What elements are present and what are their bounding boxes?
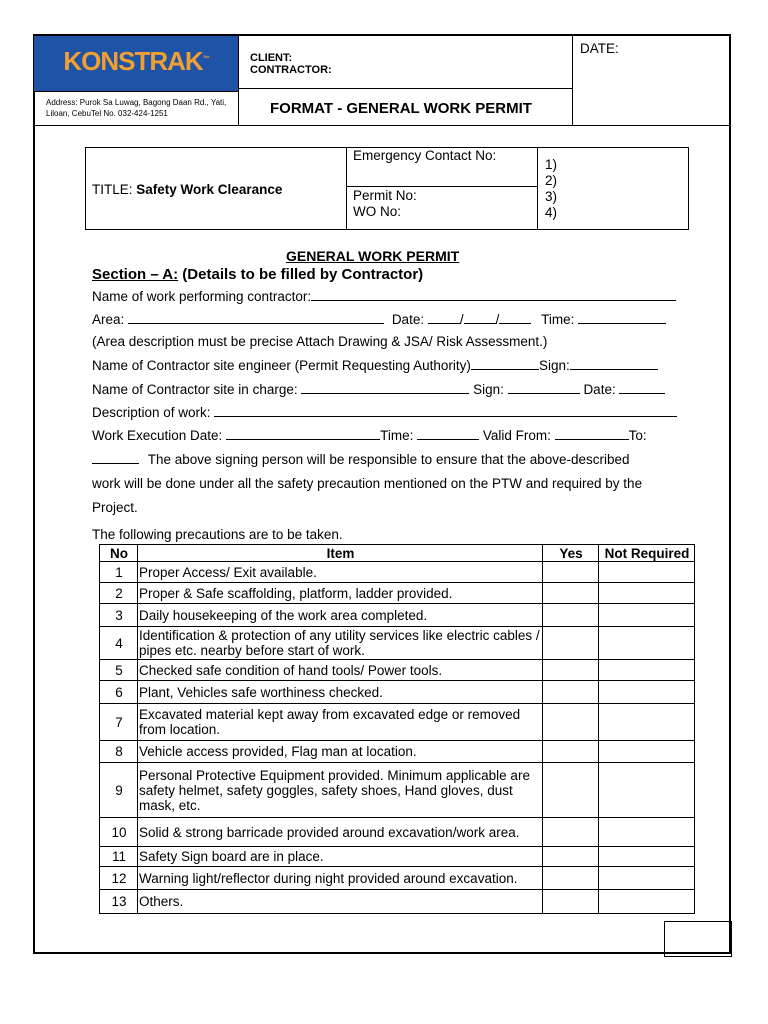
header-divider (238, 36, 239, 125)
yes-cell[interactable] (543, 818, 599, 847)
contact-item: 2) (545, 173, 558, 188)
wo-no-label: WO No: (353, 204, 402, 219)
description-row (92, 404, 677, 420)
exec-date-field[interactable] (226, 427, 380, 440)
row-item: Proper & Safe scaffolding, platform, ladder provided. (138, 583, 543, 604)
row-item: Solid & strong barricade provided around excavation/work area. (138, 818, 543, 847)
row-item: Plant, Vehicles safe worthiness checked. (138, 681, 543, 704)
not-required-cell[interactable] (599, 627, 695, 660)
contact-list (545, 157, 557, 221)
date-label: DATE: (580, 41, 619, 56)
table-row (100, 704, 695, 741)
table-row (100, 867, 695, 890)
address-line: Liloan, CebuTel No. 032-424-1251 (46, 109, 168, 118)
row-item: Daily housekeeping of the work area completed. (138, 604, 543, 627)
title-box-divider (537, 147, 538, 230)
yes-cell[interactable] (543, 763, 599, 818)
row-number: 10 (100, 818, 138, 847)
valid-from-label: Valid From: (482, 428, 551, 443)
title-label: TITLE: (92, 182, 133, 197)
row-item: Safety Sign board are in place. (138, 847, 543, 867)
not-required-cell[interactable] (599, 704, 695, 741)
form-title: FORMAT - GENERAL WORK PERMIT (270, 100, 532, 117)
row-number: 6 (100, 681, 138, 704)
responsibility-text: work will be done under all the safety precaution mentioned on the PTW and required by the (92, 476, 643, 491)
date-month-field[interactable] (464, 311, 496, 324)
to-label: To: (628, 428, 647, 443)
yes-cell[interactable] (543, 583, 599, 604)
client-label: CLIENT: (250, 52, 293, 64)
company-address (46, 97, 236, 119)
precautions-table (99, 544, 695, 914)
site-incharge-sign-field[interactable] (508, 381, 580, 394)
permit-no-label: Permit No: (353, 188, 417, 203)
responsibility-text: The above signing person will be responsible to ensure that the above-described (147, 452, 630, 467)
row-number: 5 (100, 660, 138, 681)
execution-row (92, 427, 647, 443)
table-row (100, 660, 695, 681)
section-desc: (Details to be filled by Contractor) (178, 266, 424, 283)
row-item: Warning light/reflector during night provided around excavation. (138, 867, 543, 890)
valid-to-field[interactable] (92, 451, 139, 464)
title-box-divider (346, 147, 347, 230)
responsibility-line (92, 451, 630, 467)
title-value: Safety Work Clearance (136, 182, 283, 197)
logo-text: KONSTRAK (63, 46, 203, 76)
contractor-name-field[interactable] (311, 288, 676, 301)
emergency-contact-label: Emergency Contact No: (353, 148, 497, 163)
contact-item: 1) (545, 157, 558, 172)
sign-label: Sign: (538, 358, 570, 373)
not-required-cell[interactable] (599, 890, 695, 914)
contact-item: 3) (545, 189, 558, 204)
not-required-cell[interactable] (599, 818, 695, 847)
date-label: Date: (391, 312, 425, 327)
address-line: Address: Purok Sa Luwag, Bagong Daan Rd., Yati, (46, 98, 227, 107)
yes-cell[interactable] (543, 847, 599, 867)
row-number: 4 (100, 627, 138, 660)
table-row (100, 741, 695, 763)
table-row (100, 627, 695, 660)
section-label: Section – A: (92, 266, 179, 283)
site-engineer-row (92, 357, 658, 373)
table-row (100, 604, 695, 627)
permit-heading: GENERAL WORK PERMIT (286, 248, 460, 264)
date-year-field[interactable] (499, 311, 531, 324)
contact-item: 4) (545, 205, 558, 220)
client-contractor-block (250, 52, 332, 76)
row-item: Personal Protective Equipment provided. Minimum applicable are safety helmet, safety goggles, safety shoes, Hand gloves, dust mask, etc. (138, 763, 543, 818)
table-row (100, 562, 695, 583)
area-field[interactable] (128, 311, 384, 324)
site-engineer-label: Name of Contractor site engineer (Permit Requesting Authority) (92, 358, 471, 373)
valid-from-field[interactable] (555, 427, 629, 440)
row-number: 8 (100, 741, 138, 763)
row-number: 7 (100, 704, 138, 741)
site-incharge-field[interactable] (301, 381, 469, 394)
title-field (92, 182, 282, 197)
yes-cell[interactable] (543, 867, 599, 890)
row-item: Checked safe condition of hand tools/ Power tools. (138, 660, 543, 681)
table-row (100, 763, 695, 818)
exec-date-label: Work Execution Date: (92, 428, 223, 443)
row-number: 9 (100, 763, 138, 818)
not-required-cell[interactable] (599, 583, 695, 604)
precautions-intro: The following precautions are to be taken. (92, 527, 343, 542)
time-label: Time: (380, 428, 414, 443)
logo-trademark: ™ (202, 55, 209, 63)
table-header-row (100, 545, 695, 562)
title-box-divider (346, 186, 537, 187)
yes-cell[interactable] (543, 681, 599, 704)
row-number: 1 (100, 562, 138, 583)
time-label: Time: (541, 312, 575, 327)
yes-cell[interactable] (543, 660, 599, 681)
table-row (100, 847, 695, 867)
area-note: (Area description must be precise Attach Drawing & JSA/ Risk Assessment.) (92, 334, 548, 349)
table-row (100, 890, 695, 914)
company-logo (34, 36, 238, 91)
yes-cell[interactable] (543, 627, 599, 660)
header-not-required: Not Required (599, 545, 695, 562)
site-engineer-sign-field[interactable] (570, 357, 658, 370)
not-required-cell[interactable] (599, 604, 695, 627)
row-item: Others. (138, 890, 543, 914)
header-bottom-line (34, 125, 730, 126)
header-item: Item (138, 545, 543, 562)
row-item: Vehicle access provided, Flag man at location. (138, 741, 543, 763)
yes-cell[interactable] (543, 890, 599, 914)
site-incharge-label: Name of Contractor site in charge: (92, 382, 298, 397)
header-divider (238, 88, 572, 89)
row-number: 2 (100, 583, 138, 604)
site-incharge-date-field[interactable] (619, 381, 665, 394)
responsibility-text: Project. (92, 500, 138, 515)
not-required-cell[interactable] (599, 763, 695, 818)
contractor-label: CONTRACTOR: (250, 64, 332, 76)
site-incharge-row (92, 381, 665, 397)
yes-cell[interactable] (543, 741, 599, 763)
contractor-name-label: Name of work performing contractor: (92, 289, 312, 304)
row-number: 13 (100, 890, 138, 914)
yes-cell[interactable] (543, 604, 599, 627)
row-item: Proper Access/ Exit available. (138, 562, 543, 583)
not-required-cell[interactable] (599, 847, 695, 867)
exec-time-field[interactable] (417, 427, 479, 440)
not-required-cell[interactable] (599, 741, 695, 763)
not-required-cell[interactable] (599, 681, 695, 704)
area-label: Area: (92, 312, 125, 327)
header-divider (572, 36, 573, 125)
row-number: 12 (100, 867, 138, 890)
area-row: Area: Date: / / Time: (92, 311, 666, 327)
yes-cell[interactable] (543, 562, 599, 583)
header-divider (34, 91, 238, 92)
description-field[interactable] (214, 404, 677, 417)
section-a-heading (92, 266, 423, 283)
time-field[interactable] (578, 311, 666, 324)
row-item: Excavated material kept away from excavated edge or removed from location. (138, 704, 543, 741)
not-required-cell[interactable] (599, 660, 695, 681)
site-engineer-field[interactable] (471, 357, 539, 370)
yes-cell[interactable] (543, 704, 599, 741)
row-item: Identification & protection of any utility services like electric cables / pipes etc. nearby before start of work. (138, 627, 543, 660)
contractor-name-row (92, 288, 676, 304)
header-no: No (100, 545, 138, 562)
header-yes: Yes (543, 545, 599, 562)
description-label: Description of work: (92, 405, 211, 420)
not-required-cell[interactable] (599, 867, 695, 890)
row-number: 3 (100, 604, 138, 627)
not-required-cell[interactable] (599, 562, 695, 583)
date-day-field[interactable] (428, 311, 460, 324)
table-row (100, 818, 695, 847)
sign-label: Sign: (473, 382, 504, 397)
table-row (100, 681, 695, 704)
page-corner-box (664, 921, 732, 957)
row-number: 11 (100, 847, 138, 867)
date-label: Date: (583, 382, 616, 397)
table-row (100, 583, 695, 604)
